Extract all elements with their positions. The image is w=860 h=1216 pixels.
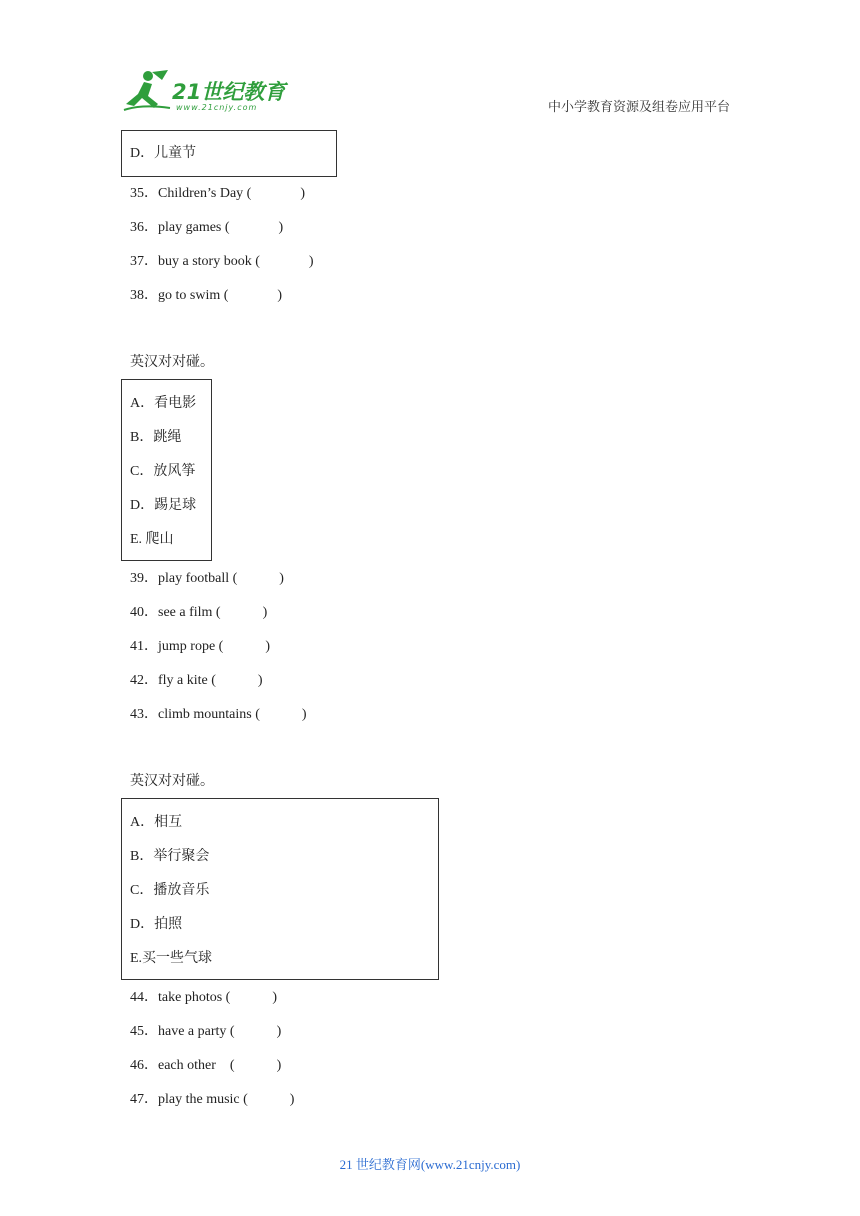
option-item: E. 爬山 — [130, 532, 174, 547]
header-platform-title: 中小学教育资源及组卷应用平台 — [548, 99, 731, 114]
option-item: C．放风筝 — [130, 464, 196, 479]
question-item: 41．jump rope ( ) — [130, 639, 270, 654]
footer-link[interactable]: 21 世纪教育网(www.21cnjy.com) — [339, 1157, 521, 1172]
question-item: 46．each other ( ) — [130, 1058, 282, 1073]
question-item: 40．see a film ( ) — [130, 605, 268, 620]
logo-text: 21世纪教育 — [172, 80, 286, 104]
question-item: 47．play the music ( ) — [130, 1092, 295, 1107]
question-item: 36．play games ( ) — [130, 220, 284, 235]
option-item: B．跳绳 — [130, 430, 182, 445]
option-item: A．看电影 — [130, 396, 197, 411]
question-item: 44．take photos ( ) — [130, 990, 277, 1005]
runner-logo-icon — [122, 68, 174, 114]
question-item: 35．Children’s Day ( ) — [130, 186, 305, 201]
logo-url: www.21cnjy.com — [176, 103, 258, 112]
option-item: A．相互 — [130, 815, 183, 830]
option-item: D．儿童节 — [130, 146, 197, 161]
question-item: 45．have a party ( ) — [130, 1024, 282, 1039]
question-item: 37．buy a story book ( ) — [130, 254, 314, 269]
option-item: D．拍照 — [130, 917, 183, 932]
option-item: C．播放音乐 — [130, 883, 210, 898]
options-box-2 — [121, 379, 212, 561]
question-item: 42．fly a kite ( ) — [130, 673, 263, 688]
options-box-3 — [121, 798, 439, 980]
question-item: 38．go to swim ( ) — [130, 288, 283, 303]
option-item: B．举行聚会 — [130, 849, 210, 864]
question-item: 39．play football ( ) — [130, 571, 284, 586]
section-instruction: 英汉对对碰。 — [130, 774, 214, 789]
option-item: E.买一些气球 — [130, 951, 213, 966]
question-item: 43．climb mountains ( ) — [130, 707, 307, 722]
option-item: D．踢足球 — [130, 498, 197, 513]
section-instruction: 英汉对对碰。 — [130, 355, 214, 370]
options-box-1 — [121, 130, 337, 177]
logo — [122, 68, 292, 118]
